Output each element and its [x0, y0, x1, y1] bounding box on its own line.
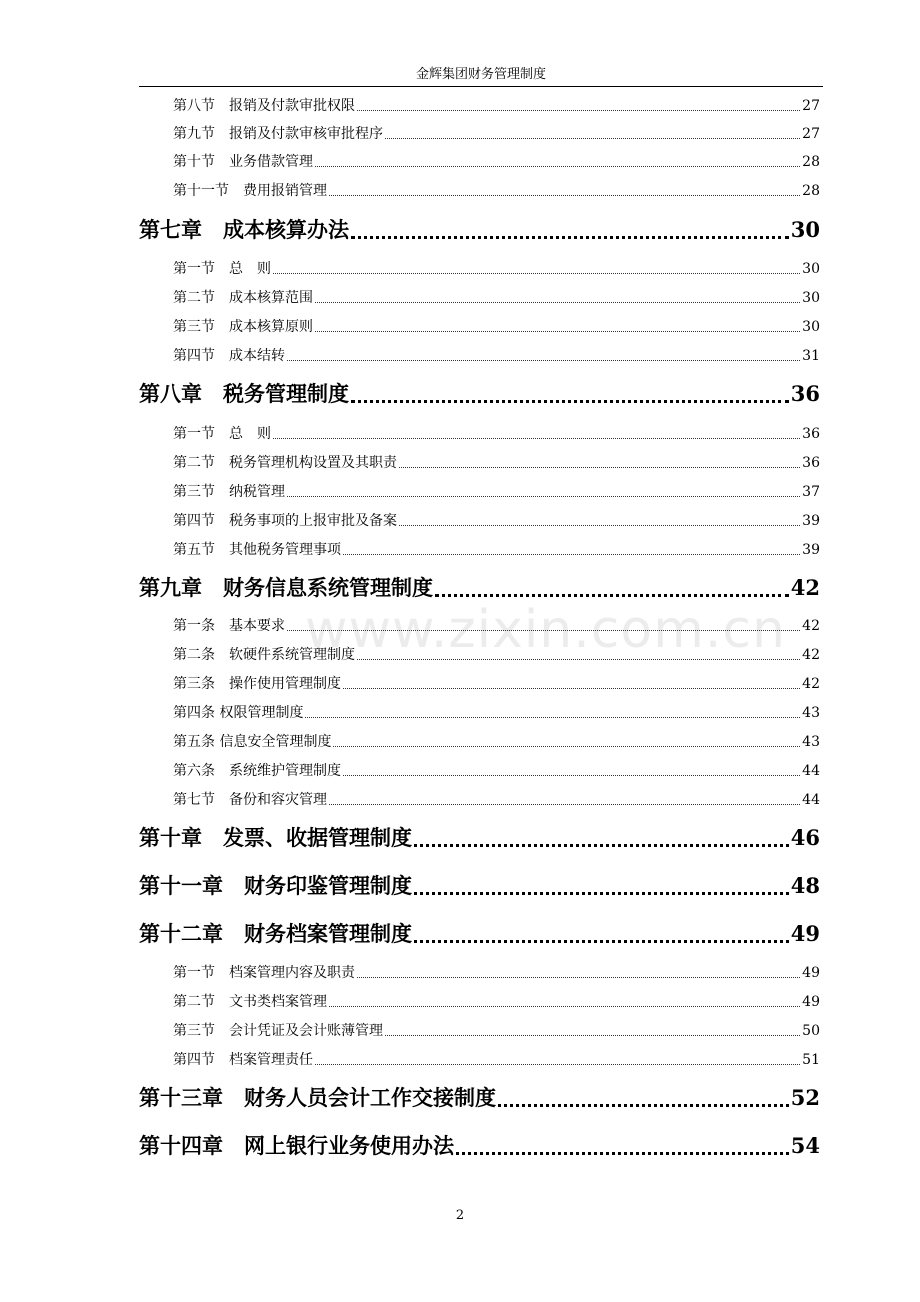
toc-entry-title: 第一节 档案管理内容及职责	[173, 965, 355, 981]
toc-entry-title: 第三节 成本核算原则	[173, 319, 313, 335]
toc-entry-title: 第八节 报销及付款审批权限	[173, 98, 355, 114]
dot-leader	[315, 302, 800, 303]
toc-entry-title: 第二节 税务管理机构设置及其职责	[173, 455, 397, 471]
toc-entry-page: 52	[790, 1085, 820, 1110]
toc-entry-page: 48	[790, 873, 820, 898]
toc-section-entry[interactable]	[173, 123, 820, 143]
toc-entry-page: 39	[802, 542, 820, 558]
dot-leader	[343, 688, 800, 689]
toc-section-entry[interactable]	[173, 316, 820, 336]
toc-entry-title: 第九节 报销及付款审核审批程序	[173, 126, 383, 142]
dot-leader	[315, 166, 800, 167]
toc-entry-title: 第十一节 费用报销管理	[173, 183, 327, 199]
toc-entry-title: 第六条 系统维护管理制度	[173, 763, 341, 779]
toc-section-entry[interactable]	[173, 345, 820, 365]
toc-entry-title: 第四条 权限管理制度	[173, 705, 304, 721]
dot-leader	[343, 554, 800, 555]
toc-entry-title: 第一条 基本要求	[173, 618, 285, 634]
dot-leader	[498, 1104, 789, 1107]
toc-chapter-entry[interactable]	[139, 918, 820, 948]
toc-section-entry[interactable]	[173, 423, 820, 443]
dot-leader	[385, 1035, 800, 1036]
toc-section-entry[interactable]	[173, 702, 820, 722]
toc-entry-title: 第五节 其他税务管理事项	[173, 542, 341, 558]
dot-leader	[329, 804, 800, 805]
toc-entry-page: 36	[802, 426, 820, 442]
dot-leader	[357, 659, 800, 660]
toc-entry-title: 第十四章 网上银行业务使用办法	[139, 1133, 454, 1158]
dot-leader	[287, 360, 800, 361]
toc-section-entry[interactable]	[173, 789, 820, 809]
toc-section-entry[interactable]	[173, 481, 820, 501]
toc-entry-title: 第四节 成本结转	[173, 348, 285, 364]
toc-entry-page: 30	[802, 261, 820, 277]
toc-entry-page: 49	[790, 921, 820, 946]
toc-entry-page: 27	[802, 126, 820, 142]
toc-entry-page: 36	[790, 381, 820, 406]
toc-chapter-entry[interactable]	[139, 214, 820, 244]
toc-entry-page: 49	[802, 994, 820, 1010]
toc-entry-title: 第五条 信息安全管理制度	[173, 734, 332, 750]
toc-entry-title: 第三条 操作使用管理制度	[173, 676, 341, 692]
toc-entry-title: 第十二章 财务档案管理制度	[139, 921, 412, 946]
toc-section-entry[interactable]	[173, 644, 820, 664]
toc-entry-title: 第四节 税务事项的上报审批及备案	[173, 513, 397, 529]
toc-entry-title: 第一节 总 则	[173, 426, 271, 442]
toc-entry-title: 第二节 文书类档案管理	[173, 994, 327, 1010]
dot-leader	[305, 717, 800, 718]
toc-entry-title: 第十章 发票、收据管理制度	[139, 825, 412, 850]
toc-section-entry[interactable]	[173, 760, 820, 780]
dot-leader	[287, 496, 800, 497]
dot-leader	[329, 1006, 800, 1007]
toc-entry-title: 第八章 税务管理制度	[139, 381, 349, 406]
toc-entry-title: 第十一章 财务印鉴管理制度	[139, 873, 412, 898]
running-header: 金辉集团财务管理制度	[139, 66, 823, 87]
toc-chapter-entry[interactable]	[139, 870, 820, 900]
toc-entry-page: 30	[790, 217, 820, 242]
toc-entry-page: 30	[802, 319, 820, 335]
toc-entry-title: 第十节 业务借款管理	[173, 154, 313, 170]
toc-section-entry[interactable]	[173, 510, 820, 530]
toc-entry-page: 46	[790, 825, 820, 850]
toc-section-entry[interactable]	[173, 962, 820, 982]
toc-chapter-entry[interactable]	[139, 378, 820, 408]
toc-section-entry[interactable]	[173, 539, 820, 559]
dot-leader	[273, 273, 800, 274]
dot-leader	[399, 525, 800, 526]
toc-entry-page: 39	[802, 513, 820, 529]
toc-chapter-entry[interactable]	[139, 822, 820, 852]
dot-leader	[329, 195, 800, 196]
dot-leader	[351, 236, 789, 239]
dot-leader	[287, 630, 800, 631]
toc-entry-title: 第七节 备份和容灾管理	[173, 792, 327, 808]
watermark: www.zixin.com.cn	[305, 600, 786, 660]
toc-entry-page: 42	[802, 618, 820, 634]
toc-section-entry[interactable]	[173, 731, 820, 751]
dot-leader	[351, 400, 789, 403]
dot-leader	[273, 438, 800, 439]
toc-section-entry[interactable]	[173, 991, 820, 1011]
toc-entry-page: 37	[802, 484, 820, 500]
toc-section-entry[interactable]	[173, 258, 820, 278]
toc-entry-title: 第十三章 财务人员会计工作交接制度	[139, 1085, 496, 1110]
page-number: 2	[455, 1208, 465, 1223]
dot-leader	[315, 1064, 800, 1065]
dot-leader	[414, 844, 789, 847]
toc-section-entry[interactable]	[173, 287, 820, 307]
dot-leader	[385, 138, 800, 139]
toc-entry-page: 54	[790, 1133, 820, 1158]
toc-section-entry[interactable]	[173, 95, 820, 115]
toc-chapter-entry[interactable]	[139, 1082, 820, 1112]
dot-leader	[357, 977, 800, 978]
dot-leader	[315, 331, 800, 332]
toc-section-entry[interactable]	[173, 452, 820, 472]
toc-chapter-entry[interactable]	[139, 1130, 820, 1160]
toc-entry-page: 28	[802, 154, 820, 170]
dot-leader	[333, 746, 800, 747]
toc-entry-page: 31	[802, 348, 820, 364]
toc-entry-title: 第三节 会计凭证及会计账薄管理	[173, 1023, 383, 1039]
toc-section-entry[interactable]	[173, 673, 820, 693]
toc-entry-title: 第二条 软硬件系统管理制度	[173, 647, 355, 663]
toc-entry-page: 28	[802, 183, 820, 199]
dot-leader	[414, 940, 789, 943]
toc-entry-title: 第二节 成本核算范围	[173, 290, 313, 306]
toc-entry-page: 44	[802, 792, 820, 808]
dot-leader	[399, 467, 800, 468]
toc-entry-title: 第七章 成本核算办法	[139, 217, 349, 242]
toc-section-entry[interactable]	[173, 151, 820, 171]
dot-leader	[357, 110, 800, 111]
toc-entry-title: 第九章 财务信息系统管理制度	[139, 575, 433, 600]
toc-entry-title: 第三节 纳税管理	[173, 484, 285, 500]
toc-entry-page: 50	[802, 1023, 820, 1039]
toc-entry-page: 42	[802, 676, 820, 692]
toc-entry-page: 44	[802, 763, 820, 779]
toc-entry-page: 36	[802, 455, 820, 471]
toc-section-entry[interactable]	[173, 1049, 820, 1069]
dot-leader	[414, 892, 789, 895]
toc-entry-title: 第一节 总 则	[173, 261, 271, 277]
toc-chapter-entry[interactable]	[139, 572, 820, 602]
toc-entry-page: 43	[802, 705, 820, 721]
toc-entry-page: 42	[802, 647, 820, 663]
toc-entry-page: 42	[790, 575, 820, 600]
toc-section-entry[interactable]	[173, 1020, 820, 1040]
dot-leader	[456, 1152, 789, 1155]
toc-entry-page: 30	[802, 290, 820, 306]
toc-section-entry[interactable]	[173, 180, 820, 200]
dot-leader	[343, 775, 800, 776]
toc-entry-page: 49	[802, 965, 820, 981]
dot-leader	[435, 594, 789, 597]
toc-entry-page: 51	[802, 1052, 820, 1068]
toc-entry-title: 第四节 档案管理责任	[173, 1052, 313, 1068]
toc-entry-page: 43	[802, 734, 820, 750]
toc-section-entry[interactable]	[173, 615, 820, 635]
toc-entry-page: 27	[802, 98, 820, 114]
